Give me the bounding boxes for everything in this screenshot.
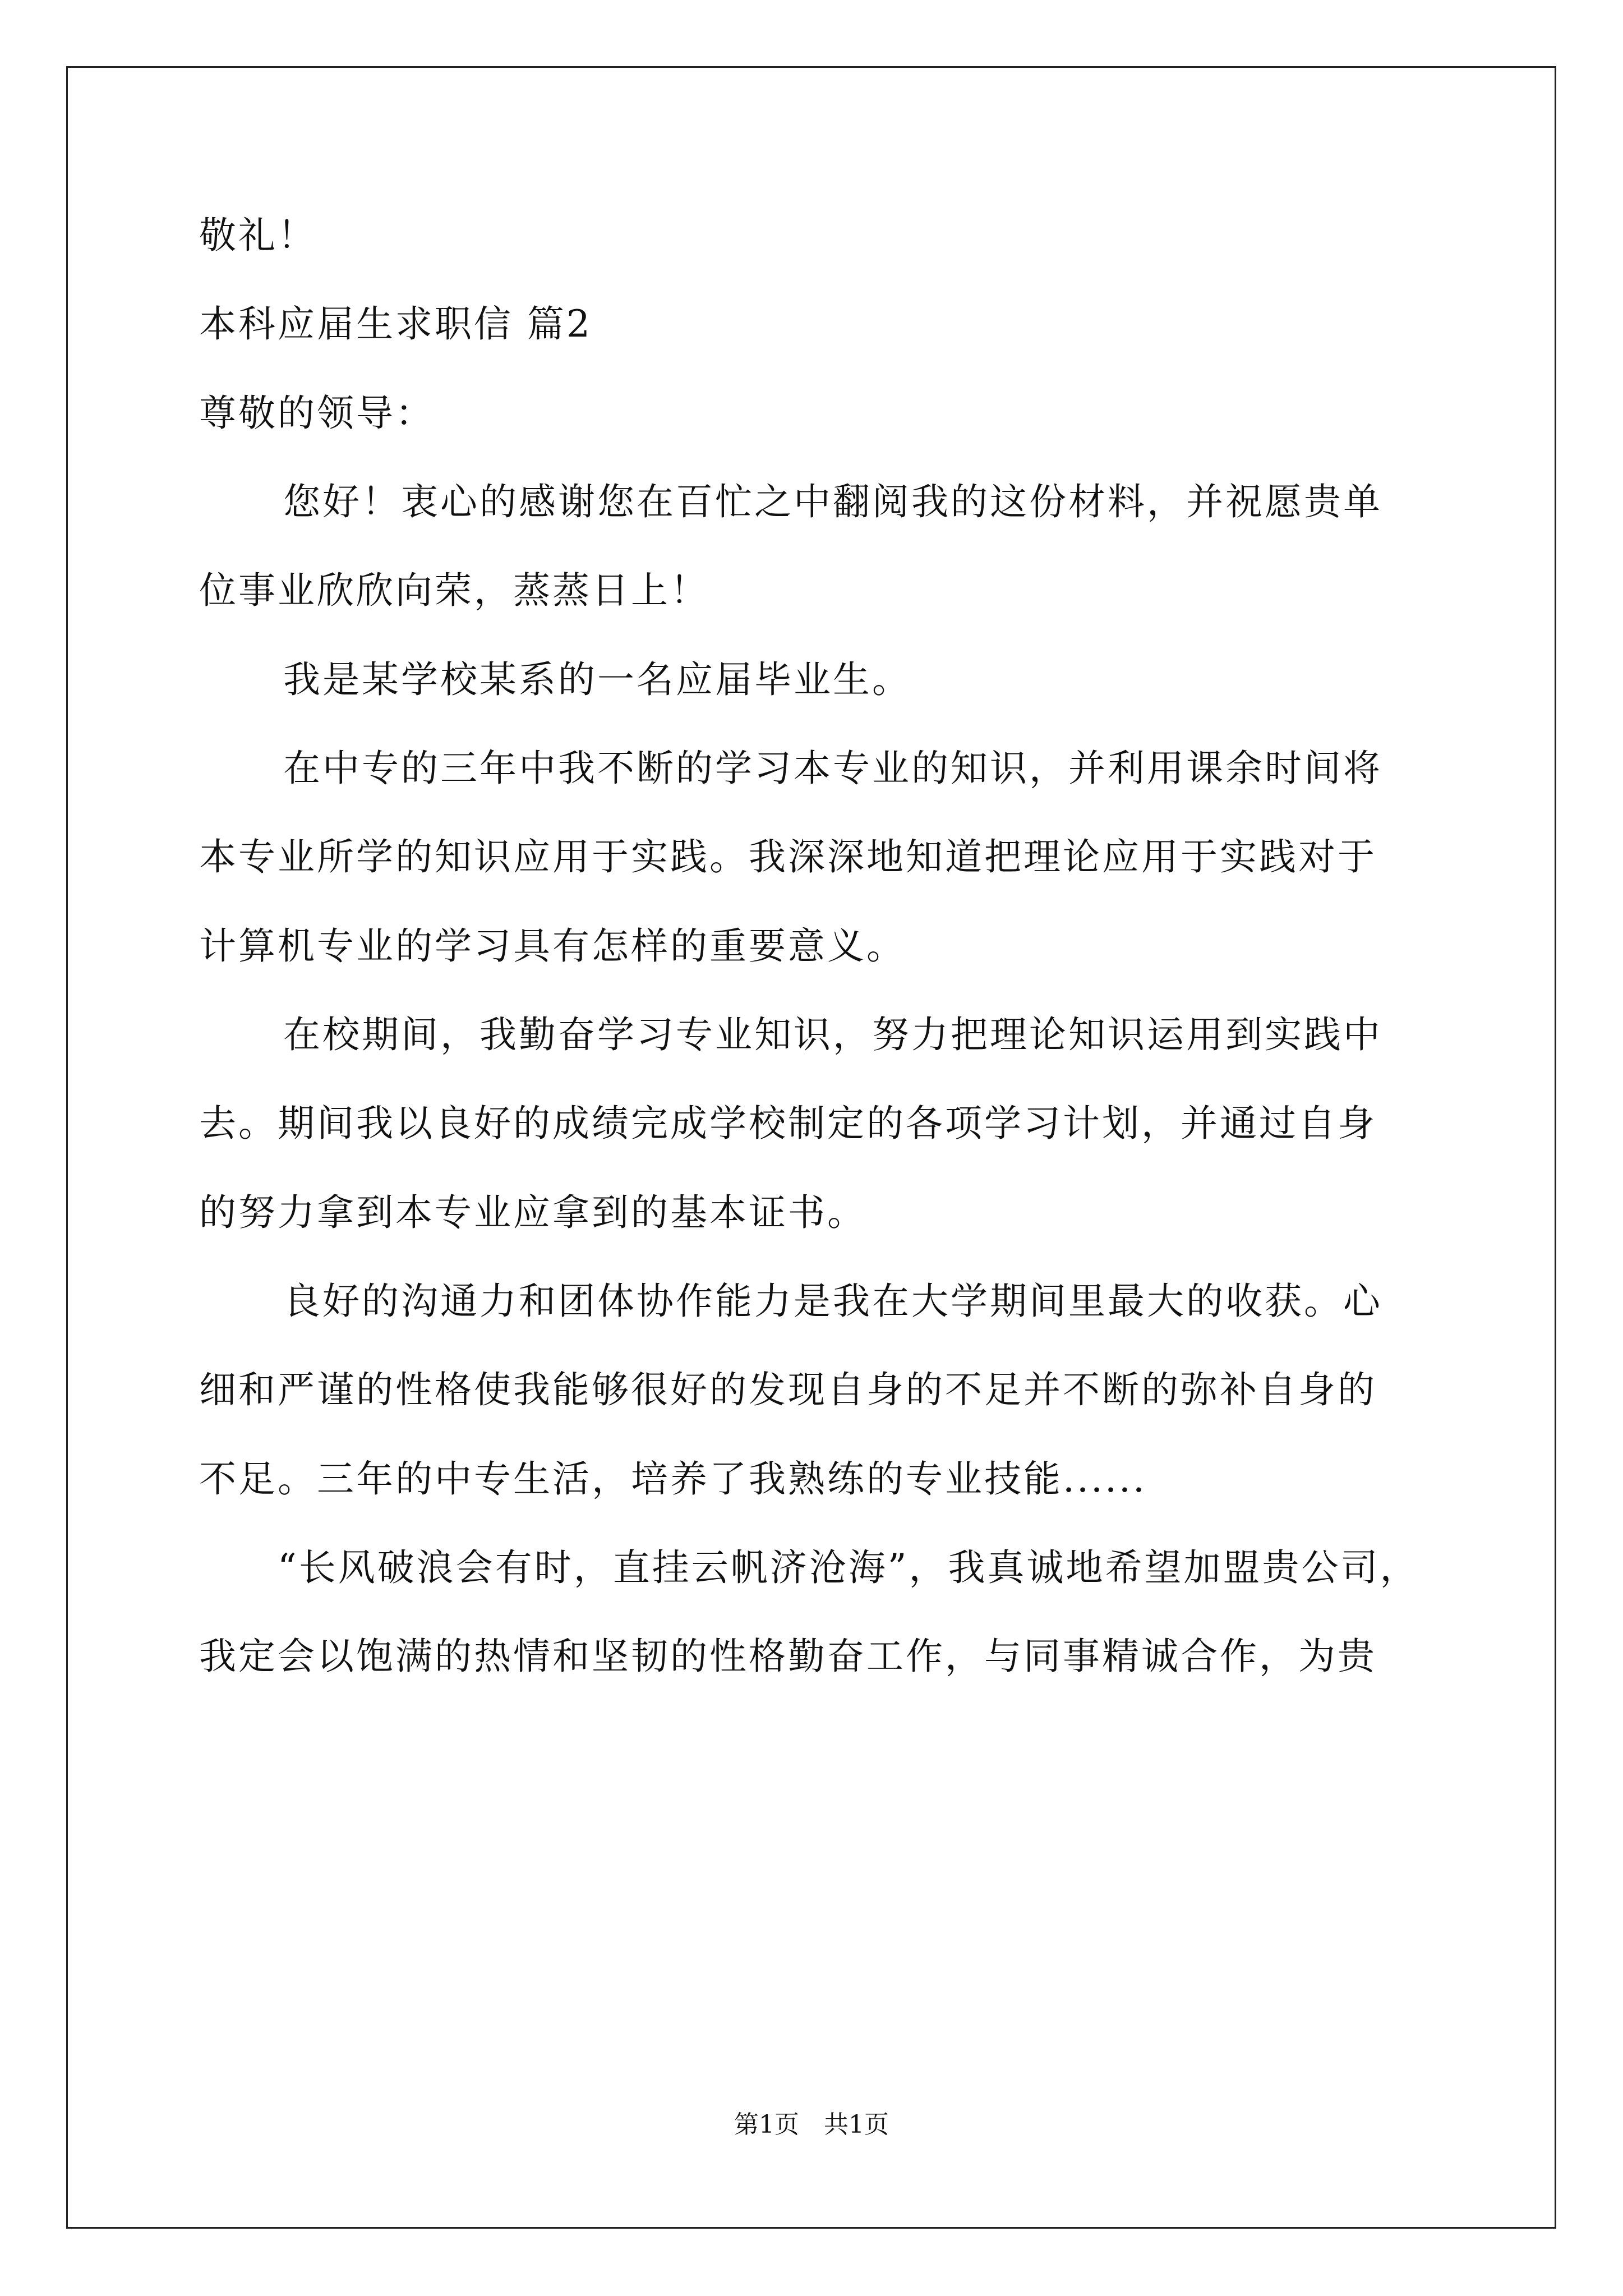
paragraph-line: 位事业欣欣向荣，蒸蒸日上！ (199, 569, 709, 612)
paragraph-line: 细和严谨的性格使我能够很好的发现自身的不足并不断的弥补自身的 (199, 1368, 1377, 1411)
paragraph-line: 良好的沟通力和团体协作能力是我在大学期间里最大的收获。心 (283, 1280, 1382, 1323)
section-heading: 本科应届生求职信 篇2 (199, 302, 592, 346)
greeting: 尊敬的领导： (199, 392, 435, 435)
paragraph-line: “长风破浪会有时，直挂云帆济沧海”，我真诚地希望加盟贵公司， (278, 1546, 1419, 1589)
paragraph-line: 您好！衷心的感谢您在百忙之中翻阅我的这份材料，并祝愿贵单 (283, 480, 1382, 523)
paragraph-line: 我定会以饱满的热情和坚韧的性格勤奋工作，与同事精诚合作，为贵 (199, 1635, 1377, 1678)
closing-salutation: 敬礼！ (199, 214, 317, 257)
paragraph-line: 在校期间，我勤奋学习专业知识，努力把理论知识运用到实践中 (283, 1013, 1382, 1056)
paragraph-line: 本专业所学的知识应用于实践。我深深地知道把理论应用于实践对于 (199, 835, 1377, 878)
page-number-footer: 第1页 共1页 (734, 2110, 889, 2139)
paragraph-line: 的努力拿到本专业应拿到的基本证书。 (199, 1191, 866, 1234)
paragraph-line: 在中专的三年中我不断的学习本专业的知识，并利用课余时间将 (283, 747, 1382, 790)
paragraph-line: 我是某学校某系的一名应届毕业生。 (283, 658, 911, 701)
paragraph-line: 去。期间我以良好的成绩完成学校制定的各项学习计划，并通过自身 (199, 1102, 1377, 1145)
paragraph-line: 不足。三年的中专生活，培养了我熟练的专业技能...... (199, 1457, 1147, 1501)
paragraph-line: 计算机专业的学习具有怎样的重要意义。 (199, 924, 906, 968)
